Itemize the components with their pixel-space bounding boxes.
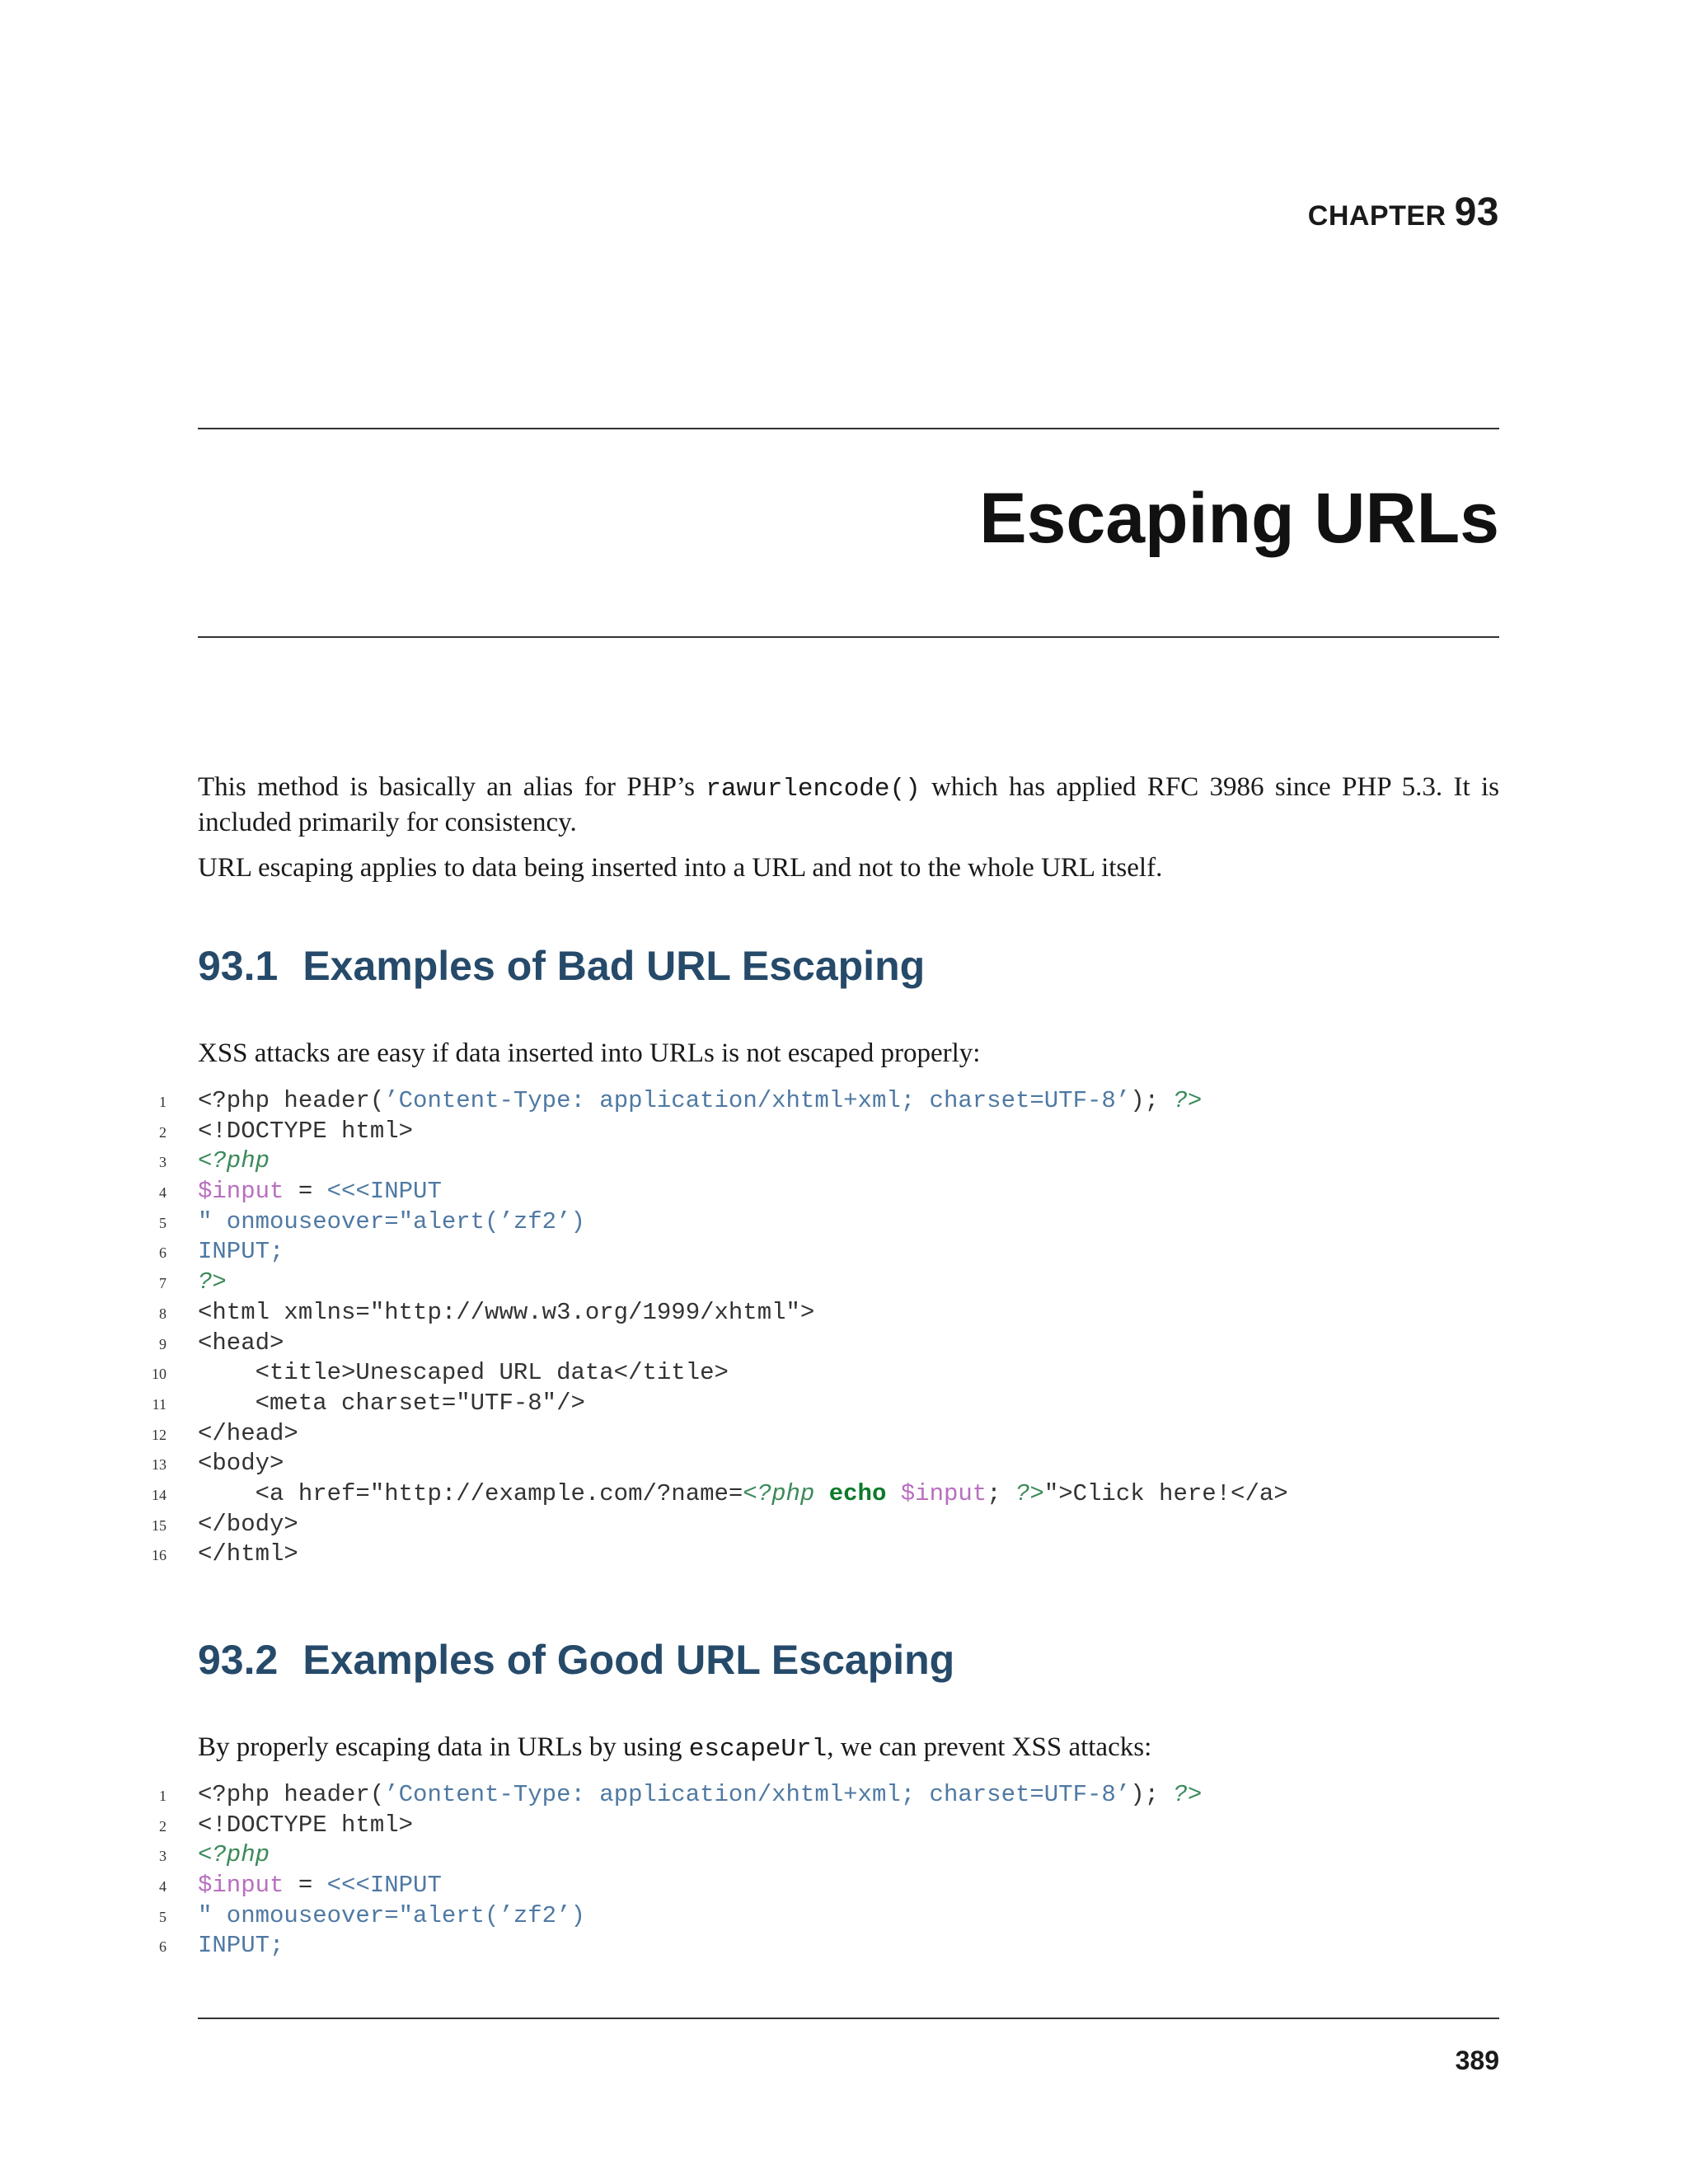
code-token: ?> [1015, 1479, 1044, 1507]
code-token: $input [900, 1479, 987, 1507]
code-token: ">Click here!</a> [1043, 1479, 1288, 1507]
intro-text-after: which has applied RFC 3986 since PHP 5.3. It is included primarily for consistency. [198, 772, 1500, 837]
line-number: 4 [159, 1184, 166, 1202]
chapter-label [1308, 190, 1499, 235]
code-token: header( [270, 1087, 385, 1114]
code-token [814, 1479, 828, 1510]
line-number: 5 [159, 1214, 166, 1231]
code-token: <?php [198, 1087, 270, 1114]
code-token: <?php [743, 1479, 815, 1507]
section-2-text [198, 1731, 1499, 1766]
code-token: = [284, 1872, 327, 1900]
code-token: header( [270, 1781, 385, 1808]
intro-text-before: This method is basically an alias for PHP’s [198, 772, 695, 802]
code-line [148, 1419, 1500, 1450]
section-1-text: XSS attacks are easy if data inserted into URLs is not escaped properly: [198, 1038, 981, 1068]
line-number: 1 [159, 1788, 166, 1804]
code-line [148, 1479, 1500, 1510]
line-number: 5 [159, 1908, 166, 1925]
section-2-text-before: By properly escaping data in URLs by using [198, 1732, 682, 1762]
code-line [148, 1389, 1500, 1419]
code-line [148, 1117, 1500, 1147]
line-number: 15 [152, 1516, 166, 1534]
code-token: $input [198, 1178, 284, 1206]
code-line [148, 1449, 1500, 1479]
code-line [148, 1237, 1500, 1268]
code-line [148, 1146, 1500, 1177]
code-line [148, 1207, 1500, 1238]
code-token: <?php [198, 1147, 270, 1175]
code-line [148, 1177, 1500, 1207]
code-token: <<<INPUT [326, 1872, 442, 1900]
code-token: <?php [198, 1781, 270, 1808]
line-number: 6 [159, 1244, 166, 1262]
page-number: 389 [1455, 2046, 1499, 2075]
code-token: <<<INPUT [326, 1178, 442, 1206]
line-number: 7 [159, 1275, 166, 1292]
code-token: echo [828, 1479, 887, 1507]
line-number: 9 [159, 1335, 166, 1352]
code-token: ?> [198, 1268, 227, 1296]
code-token: ); [1130, 1087, 1174, 1114]
code-line [148, 1086, 1500, 1117]
code-token: <meta charset="UTF-8"/> [198, 1389, 585, 1417]
line-number: 16 [152, 1547, 166, 1564]
section-number-2: 93.2 [198, 1637, 279, 1683]
code-line [148, 1871, 1500, 1901]
code-line [148, 1931, 1500, 1961]
code-token: INPUT; [198, 1932, 284, 1960]
code-token: <head> [198, 1329, 284, 1357]
section-heading-2 [198, 1636, 954, 1684]
section-title-2: Examples of Good URL Escaping [302, 1637, 955, 1683]
line-number: 4 [159, 1878, 166, 1896]
chapter-word: CHAPTER [1307, 200, 1447, 232]
line-number: 2 [159, 1817, 166, 1835]
chapter-number: 93 [1454, 190, 1499, 234]
line-number: 2 [159, 1123, 166, 1141]
line-number: 6 [159, 1938, 166, 1956]
section-title-1: Examples of Bad URL Escaping [302, 943, 926, 989]
code-token: <a href="http://example.com/?name= [198, 1479, 743, 1507]
section-2-text-after: , we can prevent XSS attacks: [827, 1732, 1152, 1762]
code-token: ; [987, 1479, 1015, 1507]
code-token: <title>Unescaped URL data</title> [198, 1359, 729, 1387]
code-token: </head> [198, 1419, 298, 1447]
title-bottom-rule [198, 636, 1499, 638]
code-line [148, 1268, 1500, 1298]
code-token: INPUT; [198, 1238, 284, 1266]
chapter-title: Escaping URLs [979, 479, 1499, 558]
section-number-1: 93.1 [198, 943, 279, 989]
code-token: <!DOCTYPE html> [198, 1117, 414, 1145]
code-token: ’Content-Type: application/xhtml+xml; charset=UTF-8’ [384, 1781, 1131, 1808]
line-number: 3 [159, 1154, 166, 1171]
line-number: 10 [152, 1366, 166, 1383]
inline-code-escapeurl: escapeUrl [688, 1735, 828, 1764]
footer-rule [198, 2018, 1499, 2019]
line-number: 8 [159, 1305, 166, 1322]
code-line [148, 1811, 1500, 1841]
code-token: ?> [1173, 1781, 1203, 1808]
code-token [886, 1479, 900, 1510]
line-number: 1 [159, 1094, 166, 1110]
code-token: <?php [198, 1841, 270, 1869]
title-top-rule [198, 428, 1499, 429]
line-number: 14 [152, 1486, 166, 1503]
code-line [148, 1840, 1500, 1871]
code-block-good-escaping [148, 1780, 1500, 1961]
code-token: <html xmlns="http://www.w3.org/1999/xhtml"> [198, 1298, 815, 1326]
intro-paragraph-2: URL escaping applies to data being inserted into a URL and not to the whole URL itself. [198, 853, 1163, 883]
code-token: </html> [198, 1540, 298, 1568]
code-line [148, 1298, 1500, 1329]
code-token: <body> [198, 1450, 284, 1478]
line-number: 12 [152, 1426, 166, 1443]
code-token: $input [198, 1872, 284, 1900]
code-line [148, 1329, 1500, 1359]
code-line [148, 1510, 1500, 1540]
code-line [148, 1540, 1500, 1570]
code-token: </body> [198, 1510, 298, 1538]
code-token: ’Content-Type: application/xhtml+xml; charset=UTF-8’ [384, 1087, 1131, 1114]
code-block-bad-escaping [148, 1086, 1500, 1570]
code-token: <!DOCTYPE html> [198, 1811, 414, 1839]
code-line [148, 1901, 1500, 1932]
code-token: ); [1130, 1781, 1174, 1808]
code-line [148, 1358, 1500, 1389]
code-token: " onmouseover="alert(’zf2’) [198, 1207, 585, 1235]
code-token: = [284, 1178, 327, 1206]
inline-code-rawurlencode: rawurlencode() [706, 775, 921, 804]
code-token: ?> [1173, 1087, 1203, 1114]
line-number: 3 [159, 1848, 166, 1865]
line-number: 13 [152, 1456, 166, 1474]
code-token: " onmouseover="alert(’zf2’) [198, 1901, 585, 1929]
intro-paragraph-1 [198, 771, 1499, 839]
code-line [148, 1780, 1500, 1811]
section-heading-1 [198, 942, 925, 990]
line-number: 11 [152, 1395, 166, 1413]
